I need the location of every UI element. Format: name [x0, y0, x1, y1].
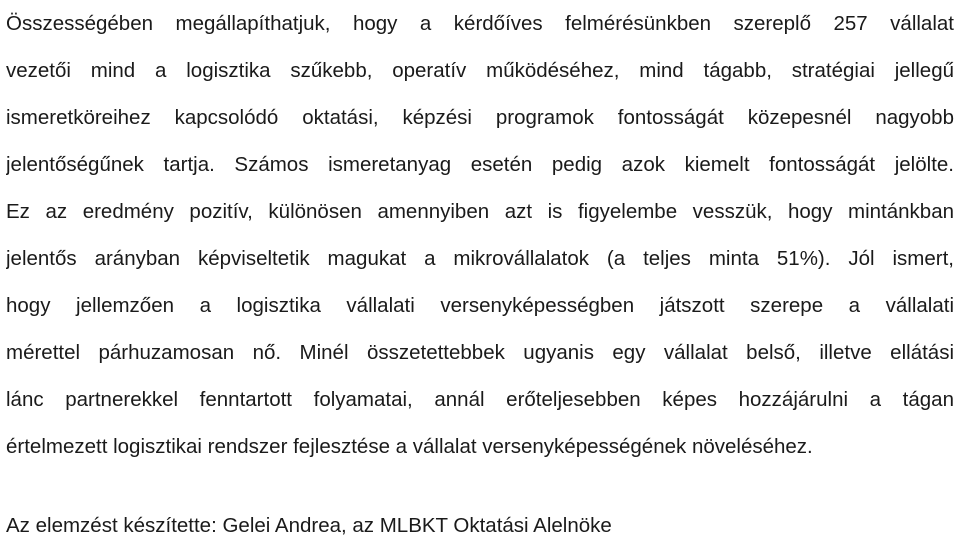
paragraph-line: hogy jellemzően a logisztika vállalati versenyképességben játszott szerepe a vállalati	[6, 294, 954, 317]
paragraph-line: Ez az eredmény pozitív, különösen amennyiben azt is figyelembe vesszük, hogy mintánkban	[6, 200, 954, 223]
paragraph-line: lánc partnerekkel fenntartott folyamatai, annál erőteljesebben képes hozzájárulni a tágan	[6, 388, 954, 411]
paragraph-line: ismeretköreihez kapcsolódó oktatási, képzési programok fontosságát közepesnél nagyobb	[6, 106, 954, 129]
paragraph-line: jelentős arányban képviseltetik magukat a mikrovállalatok (a teljes minta 51%). Jól ismert,	[6, 247, 954, 270]
author-credit: Az elemzést készítette: Gelei Andrea, az MLBKT Oktatási Alelnöke	[6, 514, 612, 537]
paragraph-line: mérettel párhuzamosan nő. Minél összetettebbek ugyanis egy vállalat belső, illetve ellátási	[6, 341, 954, 364]
paragraph-line: értelmezett logisztikai rendszer fejlesztése a vállalat versenyképességének növeléséhez.	[6, 435, 813, 458]
paragraph-line: jelentőségűnek tartja. Számos ismeretanyag esetén pedig azok kiemelt fontosságát jelölte.	[6, 153, 954, 176]
paragraph-line: Összességében megállapíthatjuk, hogy a kérdőíves felmérésünkben szereplő 257 vállalat	[6, 12, 954, 35]
summary-paragraph	[6, 0, 954, 470]
paragraph-line: vezetői mind a logisztika szűkebb, operatív működéséhez, mind tágabb, stratégiai jellegű	[6, 59, 954, 82]
